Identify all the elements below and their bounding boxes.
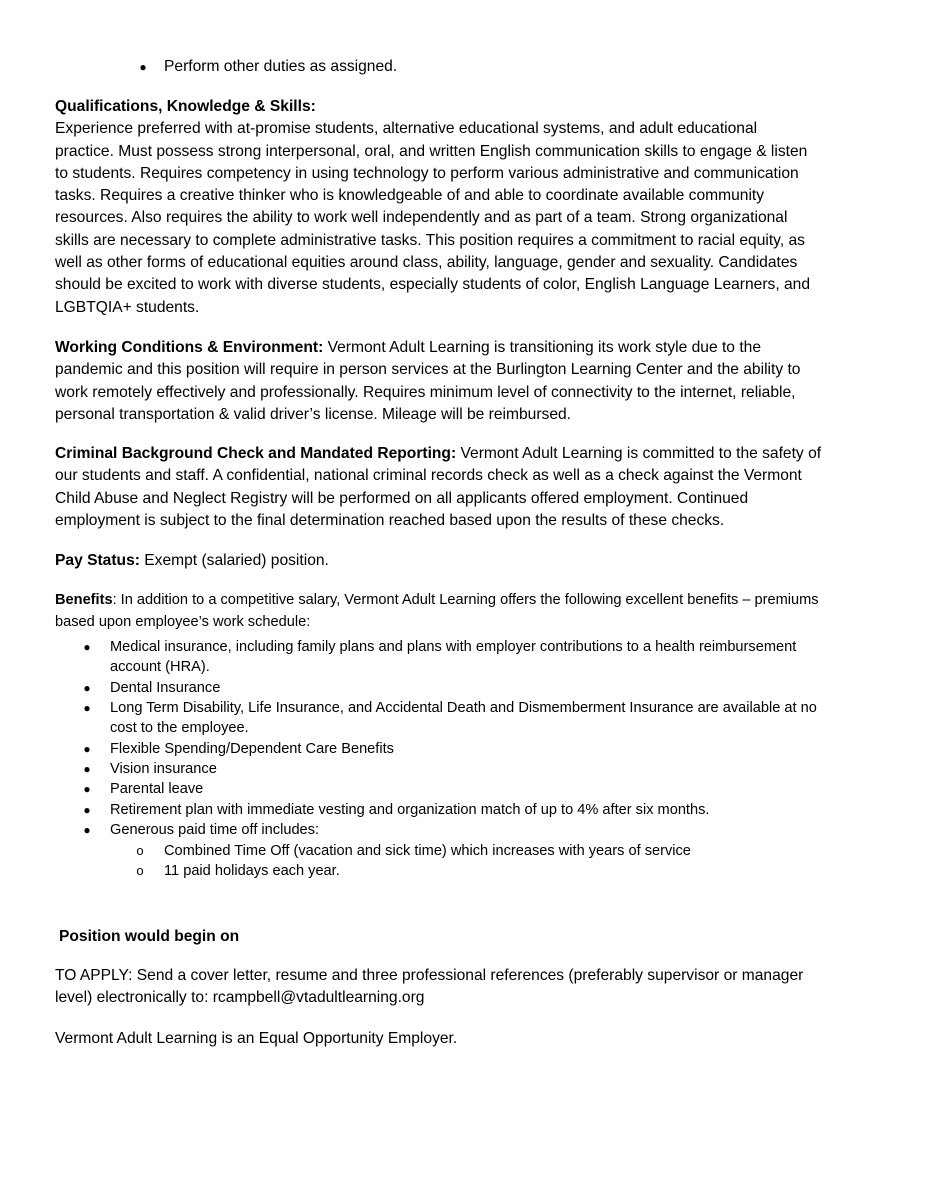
pay-status-section — [55, 550, 865, 572]
qualifications-line: resources. Also requires the ability to work well independently and as part of a team. Strong organizational — [55, 209, 788, 227]
working-conditions-line: personal transportation & valid driver’s license. Mileage will be reimbursed. — [55, 405, 571, 423]
qualifications-heading: Qualifications, Knowledge & Skills: — [55, 98, 316, 115]
list-item-text: Dental Insurance — [110, 680, 221, 696]
sub-list-item-text: 11 paid holidays each year. — [164, 863, 340, 879]
list-item-text: cost to the employee. — [110, 720, 249, 737]
circle-bullet-icon: o — [136, 843, 144, 858]
bullet-icon: ● — [83, 681, 91, 695]
working-conditions-heading: Working Conditions & Environment: — [55, 339, 324, 356]
bullet-icon: ● — [83, 823, 91, 837]
background-check-line: employment is subject to the final determination reached based upon the results of these checks. — [55, 511, 725, 529]
list-item-text: Retirement plan with immediate vesting and organization match of up to 4% after six months. — [110, 802, 710, 818]
to-apply-section — [55, 965, 865, 1010]
background-check-heading: Criminal Background Check and Mandated Reporting: — [55, 445, 457, 462]
list-item-text: Vision insurance — [110, 761, 217, 777]
qualifications-line: to students. Requires competency in using technology to perform various administrative and communication — [55, 164, 799, 182]
benefits-intro-line: based upon employee’s work schedule: — [55, 613, 311, 630]
position-begin-heading: Position would begin on — [59, 928, 240, 945]
bullet-icon: ● — [83, 742, 91, 756]
bullet-icon: ● — [83, 782, 91, 796]
qualifications-line: should be excited to work with diverse students, especially students of color, English Language Learners, and — [55, 276, 811, 294]
qualifications-line: LGBTQIA+ students. — [55, 298, 200, 316]
eoe-statement: Vermont Adult Learning is an Equal Opportunity Employer. — [55, 1030, 458, 1047]
bullet-icon: ● — [83, 762, 91, 776]
benefits-intro-text: : In addition to a competitive salary, Vermont Adult Learning offers the following excellent benefits – premiums — [112, 592, 819, 608]
list-item-text: Generous paid time off includes: — [110, 822, 320, 838]
pay-status-heading: Pay Status: — [55, 552, 140, 569]
background-check-section — [55, 443, 865, 532]
working-conditions-text: Vermont Adult Learning is transitioning its work style due to the — [323, 339, 761, 356]
list-item-text: Perform other duties as assigned. — [164, 58, 398, 75]
list-item-text: Medical insurance, including family plans and plans with employer contributions to a health reimbursement — [110, 639, 797, 655]
bullet-icon: ● — [139, 60, 147, 74]
to-apply-line: TO APPLY: Send a cover letter, resume and three professional references (preferably supervisor or manager — [55, 967, 804, 984]
working-conditions-section — [55, 337, 865, 426]
working-conditions-line: work remotely effectively and professionally. Requires minimum level of connectivity to the internet, reliable, — [55, 383, 796, 401]
qualifications-line: practice. Must possess strong interpersonal, oral, and written English communication skills to engage & listen — [55, 142, 808, 160]
list-item-text: Parental leave — [110, 781, 204, 797]
qualifications-line: Experience preferred with at-promise students, alternative educational systems, and adult educational — [55, 120, 758, 138]
bullet-icon: ● — [83, 640, 91, 654]
list-item-text: Flexible Spending/Dependent Care Benefits — [110, 741, 394, 757]
qualifications-line: well as other forms of educational equities around class, ability, language, gender and sexuality. Candidates — [55, 254, 798, 272]
pay-status-text: Exempt (salaried) position. — [139, 552, 329, 569]
qualifications-line: skills are necessary to complete administrative tasks. This position requires a commitment to racial equity, as — [55, 231, 805, 249]
list-item-text: Long Term Disability, Life Insurance, and Accidental Death and Dismemberment Insurance are available at no — [110, 700, 817, 716]
benefits-intro — [55, 590, 865, 633]
circle-bullet-icon: o — [136, 863, 144, 878]
bullet-icon: ● — [83, 803, 91, 817]
working-conditions-line: pandemic and this position will require in person services at the Burlington Learning Center and the ability to — [55, 361, 801, 379]
background-check-line: Child Abuse and Neglect Registry will be performed on all applicants offered employment. Continued — [55, 489, 749, 507]
list-item-text: account (HRA). — [110, 659, 210, 676]
to-apply-line: level) electronically to: rcampbell@vtadultlearning.org — [55, 989, 425, 1007]
qualifications-section — [55, 96, 865, 319]
benefits-heading: Benefits — [55, 592, 113, 608]
background-check-line: our students and staff. A confidential, national criminal records check as well as a check against the Vermont — [55, 467, 802, 485]
sub-list-item-text: Combined Time Off (vacation and sick time) which increases with years of service — [164, 843, 691, 859]
qualifications-line: tasks. Requires a creative thinker who is knowledgeable of and able to coordinate available community — [55, 187, 765, 205]
background-check-text: Vermont Adult Learning is committed to the safety of — [456, 445, 822, 462]
bullet-icon: ● — [83, 701, 91, 715]
